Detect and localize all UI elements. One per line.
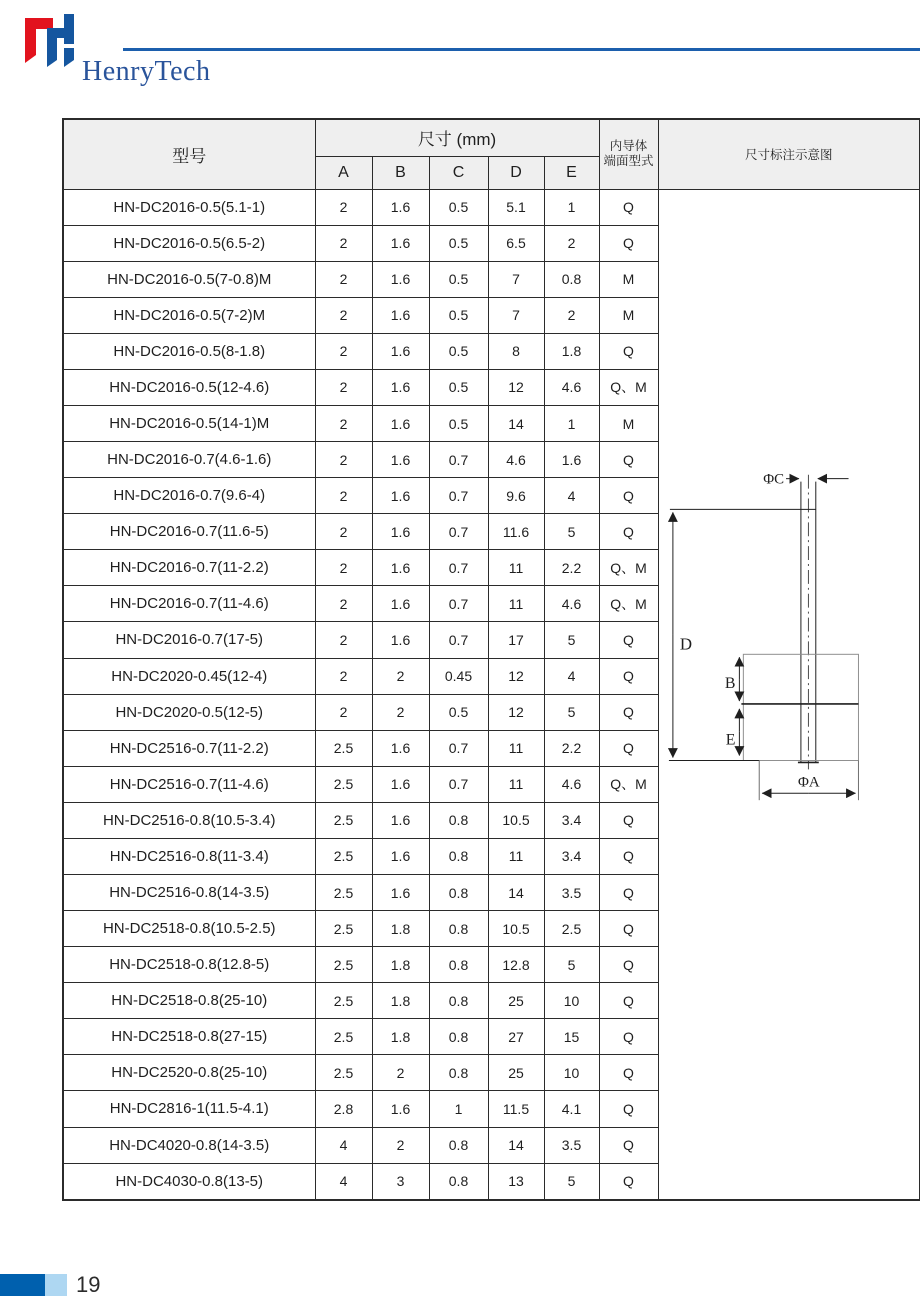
dim-c-cell: 0.8: [429, 983, 488, 1019]
dim-d-cell: 14: [488, 874, 544, 910]
dim-d-cell: 7: [488, 261, 544, 297]
face-type-cell: Q: [599, 983, 658, 1019]
dim-d-cell: 5.1: [488, 189, 544, 225]
model-cell: HN-DC2016-0.5(8-1.8): [63, 333, 315, 369]
dim-c-cell: 0.8: [429, 911, 488, 947]
model-cell: HN-DC2016-0.7(17-5): [63, 622, 315, 658]
dim-d-cell: 6.5: [488, 225, 544, 261]
dim-e-cell: 4.6: [544, 586, 599, 622]
dim-a-cell: 2.5: [315, 947, 372, 983]
dim-c-cell: 0.7: [429, 586, 488, 622]
dim-d-cell: 11.5: [488, 1091, 544, 1127]
dimension-diagram-cell: [658, 189, 920, 1200]
dim-e-cell: 2: [544, 297, 599, 333]
dim-c-cell: 0.8: [429, 1019, 488, 1055]
dim-d-cell: 12.8: [488, 947, 544, 983]
dim-c-cell: 0.8: [429, 1163, 488, 1199]
model-cell: HN-DC2016-0.7(11-2.2): [63, 550, 315, 586]
dim-a-cell: 2: [315, 622, 372, 658]
label-d: D: [679, 633, 692, 653]
face-type-cell: Q: [599, 911, 658, 947]
dim-a-cell: 2: [315, 369, 372, 405]
header-dim-b: B: [372, 156, 429, 189]
face-type-cell: Q: [599, 189, 658, 225]
dim-d-cell: 14: [488, 1127, 544, 1163]
face-type-cell: M: [599, 405, 658, 441]
dim-b-cell: 1.8: [372, 1019, 429, 1055]
dim-d-cell: 25: [488, 1055, 544, 1091]
dim-e-cell: 3.5: [544, 874, 599, 910]
dim-a-cell: 2.5: [315, 730, 372, 766]
label-phi-a: ΦA: [797, 773, 820, 790]
footer-light-bar: [45, 1274, 67, 1296]
face-type-cell: Q: [599, 1019, 658, 1055]
dim-e-cell: 0.8: [544, 261, 599, 297]
dim-c-cell: 1: [429, 1091, 488, 1127]
face-type-cell: Q: [599, 874, 658, 910]
dim-a-cell: 2: [315, 261, 372, 297]
header-dim-e: E: [544, 156, 599, 189]
face-type-cell: M: [599, 297, 658, 333]
dim-c-cell: 0.8: [429, 838, 488, 874]
dim-a-cell: 2.5: [315, 766, 372, 802]
dim-c-cell: 0.8: [429, 874, 488, 910]
dim-e-cell: 15: [544, 1019, 599, 1055]
dim-b-cell: 1.6: [372, 550, 429, 586]
dim-e-cell: 4: [544, 478, 599, 514]
header-dim-d: D: [488, 156, 544, 189]
dim-b-cell: 1.6: [372, 1091, 429, 1127]
dim-d-cell: 12: [488, 658, 544, 694]
dim-a-cell: 2: [315, 405, 372, 441]
dim-a-cell: 2.8: [315, 1091, 372, 1127]
face-type-cell: Q: [599, 802, 658, 838]
dim-b-cell: 2: [372, 694, 429, 730]
dim-b-cell: 1.6: [372, 369, 429, 405]
model-cell: HN-DC2016-0.5(7-2)M: [63, 297, 315, 333]
dim-a-cell: 2.5: [315, 874, 372, 910]
dim-d-cell: 11: [488, 550, 544, 586]
face-type-cell: Q: [599, 658, 658, 694]
dim-e-cell: 3.4: [544, 838, 599, 874]
dim-c-cell: 0.8: [429, 1055, 488, 1091]
dim-e-cell: 2: [544, 225, 599, 261]
dim-e-cell: 5: [544, 1163, 599, 1199]
model-cell: HN-DC2516-0.8(14-3.5): [63, 874, 315, 910]
dim-c-cell: 0.7: [429, 766, 488, 802]
dim-e-cell: 1.8: [544, 333, 599, 369]
dim-c-cell: 0.5: [429, 369, 488, 405]
model-cell: HN-DC2016-0.5(14-1)M: [63, 405, 315, 441]
model-cell: HN-DC2518-0.8(10.5-2.5): [63, 911, 315, 947]
dim-c-cell: 0.7: [429, 478, 488, 514]
dim-e-cell: 5: [544, 947, 599, 983]
dim-b-cell: 1.6: [372, 874, 429, 910]
dim-c-cell: 0.5: [429, 405, 488, 441]
dim-d-cell: 13: [488, 1163, 544, 1199]
face-type-cell: Q: [599, 1127, 658, 1163]
dim-d-cell: 10.5: [488, 802, 544, 838]
dim-e-cell: 1: [544, 189, 599, 225]
dim-d-cell: 14: [488, 405, 544, 441]
dim-a-cell: 2.5: [315, 983, 372, 1019]
dim-d-cell: 17: [488, 622, 544, 658]
face-type-cell: Q: [599, 838, 658, 874]
model-cell: HN-DC4030-0.8(13-5): [63, 1163, 315, 1199]
dim-a-cell: 2: [315, 514, 372, 550]
dim-b-cell: 1.6: [372, 225, 429, 261]
dim-e-cell: 3.5: [544, 1127, 599, 1163]
face-type-cell: Q: [599, 225, 658, 261]
face-type-cell: Q: [599, 947, 658, 983]
dim-c-cell: 0.5: [429, 333, 488, 369]
dim-e-cell: 5: [544, 514, 599, 550]
face-type-cell: Q、M: [599, 369, 658, 405]
face-type-cell: M: [599, 261, 658, 297]
model-cell: HN-DC2016-0.7(11-4.6): [63, 586, 315, 622]
dim-a-cell: 2: [315, 478, 372, 514]
brand-header: [20, 12, 440, 87]
dim-b-cell: 2: [372, 1055, 429, 1091]
dim-e-cell: 4: [544, 658, 599, 694]
dim-a-cell: 2.5: [315, 838, 372, 874]
dim-c-cell: 0.45: [429, 658, 488, 694]
dim-e-cell: 1: [544, 405, 599, 441]
model-cell: HN-DC2518-0.8(25-10): [63, 983, 315, 1019]
dim-b-cell: 1.6: [372, 730, 429, 766]
model-cell: HN-DC2016-0.5(7-0.8)M: [63, 261, 315, 297]
model-cell: HN-DC2016-0.7(9.6-4): [63, 478, 315, 514]
spec-table-head: [63, 119, 920, 189]
dim-a-cell: 2.5: [315, 911, 372, 947]
henrytech-logo-icon: [20, 14, 78, 68]
face-type-cell: Q: [599, 478, 658, 514]
dim-b-cell: 1.6: [372, 514, 429, 550]
dim-b-cell: 1.8: [372, 911, 429, 947]
face-type-cell: Q: [599, 442, 658, 478]
dim-b-cell: 1.6: [372, 333, 429, 369]
header-dimensions-group: 尺寸 (mm): [315, 119, 599, 156]
dim-e-cell: 2.5: [544, 911, 599, 947]
face-type-cell: Q、M: [599, 550, 658, 586]
dim-e-cell: 3.4: [544, 802, 599, 838]
dim-b-cell: 1.6: [372, 261, 429, 297]
dim-d-cell: 11: [488, 586, 544, 622]
model-cell: HN-DC2016-0.5(12-4.6): [63, 369, 315, 405]
face-type-cell: Q、M: [599, 586, 658, 622]
model-cell: HN-DC2016-0.7(4.6-1.6): [63, 442, 315, 478]
dim-a-cell: 2: [315, 586, 372, 622]
dim-b-cell: 1.8: [372, 947, 429, 983]
label-e: E: [725, 731, 735, 749]
dim-c-cell: 0.7: [429, 622, 488, 658]
dim-b-cell: 1.6: [372, 838, 429, 874]
header-conductor-line2: 端面型式: [603, 154, 654, 169]
dim-b-cell: 1.6: [372, 802, 429, 838]
dim-a-cell: 4: [315, 1163, 372, 1199]
dim-d-cell: 10.5: [488, 911, 544, 947]
dim-c-cell: 0.5: [429, 225, 488, 261]
dim-d-cell: 11.6: [488, 514, 544, 550]
header-rule: [123, 48, 920, 51]
model-cell: HN-DC2016-0.5(5.1-1): [63, 189, 315, 225]
dim-b-cell: 1.6: [372, 405, 429, 441]
dim-a-cell: 2: [315, 694, 372, 730]
dim-b-cell: 1.6: [372, 442, 429, 478]
dim-e-cell: 4.6: [544, 766, 599, 802]
model-cell: HN-DC2016-0.7(11.6-5): [63, 514, 315, 550]
model-cell: HN-DC2020-0.45(12-4): [63, 658, 315, 694]
face-type-cell: Q: [599, 694, 658, 730]
dim-d-cell: 27: [488, 1019, 544, 1055]
label-phi-c: ΦC: [762, 471, 784, 488]
dim-e-cell: 2.2: [544, 730, 599, 766]
dim-b-cell: 2: [372, 658, 429, 694]
model-cell: HN-DC2516-0.7(11-4.6): [63, 766, 315, 802]
dim-b-cell: 1.6: [372, 297, 429, 333]
dim-d-cell: 11: [488, 766, 544, 802]
header-dim-c: C: [429, 156, 488, 189]
dim-a-cell: 2: [315, 333, 372, 369]
label-b: B: [724, 674, 735, 692]
dim-d-cell: 4.6: [488, 442, 544, 478]
header-diagram: 尺寸标注示意图: [658, 119, 920, 189]
dim-b-cell: 1.8: [372, 983, 429, 1019]
header-model: 型号: [63, 119, 315, 189]
dim-e-cell: 10: [544, 983, 599, 1019]
page-footer: [0, 1274, 920, 1296]
dim-b-cell: 3: [372, 1163, 429, 1199]
dim-c-cell: 0.7: [429, 442, 488, 478]
header-dim-a: A: [315, 156, 372, 189]
model-cell: HN-DC2516-0.8(10.5-3.4): [63, 802, 315, 838]
page-number: 19: [76, 1272, 101, 1297]
dim-c-cell: 0.8: [429, 802, 488, 838]
header-conductor-line1: 内导体: [609, 138, 648, 153]
face-type-cell: Q: [599, 1163, 658, 1199]
dim-b-cell: 1.6: [372, 622, 429, 658]
dim-a-cell: 2.5: [315, 1055, 372, 1091]
face-type-cell: Q、M: [599, 766, 658, 802]
dim-c-cell: 0.8: [429, 947, 488, 983]
model-cell: HN-DC2518-0.8(12.8-5): [63, 947, 315, 983]
dim-a-cell: 2: [315, 225, 372, 261]
dim-c-cell: 0.7: [429, 550, 488, 586]
dim-a-cell: 2: [315, 442, 372, 478]
dim-c-cell: 0.5: [429, 189, 488, 225]
dim-b-cell: 1.6: [372, 586, 429, 622]
dim-d-cell: 12: [488, 369, 544, 405]
dim-a-cell: 2: [315, 297, 372, 333]
model-cell: HN-DC2016-0.5(6.5-2): [63, 225, 315, 261]
dim-c-cell: 0.8: [429, 1127, 488, 1163]
brand-wordmark: HenryTech: [82, 56, 211, 87]
dim-d-cell: 7: [488, 297, 544, 333]
model-cell: HN-DC2020-0.5(12-5): [63, 694, 315, 730]
dim-c-cell: 0.7: [429, 730, 488, 766]
dim-a-cell: 2: [315, 658, 372, 694]
dim-a-cell: 2: [315, 550, 372, 586]
dimension-diagram: [659, 190, 920, 1199]
dim-c-cell: 0.7: [429, 514, 488, 550]
dim-a-cell: 2: [315, 189, 372, 225]
face-type-cell: Q: [599, 730, 658, 766]
face-type-cell: Q: [599, 1055, 658, 1091]
model-cell: HN-DC2816-1(11.5-4.1): [63, 1091, 315, 1127]
spec-table-body: [63, 189, 920, 1200]
model-cell: HN-DC4020-0.8(14-3.5): [63, 1127, 315, 1163]
face-type-cell: Q: [599, 1091, 658, 1127]
model-cell: HN-DC2518-0.8(27-15): [63, 1019, 315, 1055]
dim-b-cell: 1.6: [372, 478, 429, 514]
model-cell: HN-DC2520-0.8(25-10): [63, 1055, 315, 1091]
dim-d-cell: 8: [488, 333, 544, 369]
dim-e-cell: 5: [544, 694, 599, 730]
dim-b-cell: 2: [372, 1127, 429, 1163]
dim-d-cell: 11: [488, 730, 544, 766]
dim-e-cell: 4.1: [544, 1091, 599, 1127]
table-row: [63, 189, 920, 225]
dim-d-cell: 12: [488, 694, 544, 730]
spec-table: [62, 118, 920, 1201]
dim-c-cell: 0.5: [429, 261, 488, 297]
face-type-cell: Q: [599, 333, 658, 369]
dim-e-cell: 5: [544, 622, 599, 658]
face-type-cell: Q: [599, 514, 658, 550]
dim-d-cell: 9.6: [488, 478, 544, 514]
model-cell: HN-DC2516-0.7(11-2.2): [63, 730, 315, 766]
dim-d-cell: 25: [488, 983, 544, 1019]
dim-e-cell: 4.6: [544, 369, 599, 405]
dim-b-cell: 1.6: [372, 189, 429, 225]
dim-a-cell: 2.5: [315, 802, 372, 838]
dim-d-cell: 11: [488, 838, 544, 874]
dim-e-cell: 1.6: [544, 442, 599, 478]
dim-c-cell: 0.5: [429, 297, 488, 333]
dim-b-cell: 1.6: [372, 766, 429, 802]
model-cell: HN-DC2516-0.8(11-3.4): [63, 838, 315, 874]
footer-dark-bar: [0, 1274, 45, 1296]
face-type-cell: Q: [599, 622, 658, 658]
dim-a-cell: 4: [315, 1127, 372, 1163]
dim-e-cell: 2.2: [544, 550, 599, 586]
dim-e-cell: 10: [544, 1055, 599, 1091]
dim-a-cell: 2.5: [315, 1019, 372, 1055]
dim-c-cell: 0.5: [429, 694, 488, 730]
header-conductor-face-type: [599, 119, 658, 189]
